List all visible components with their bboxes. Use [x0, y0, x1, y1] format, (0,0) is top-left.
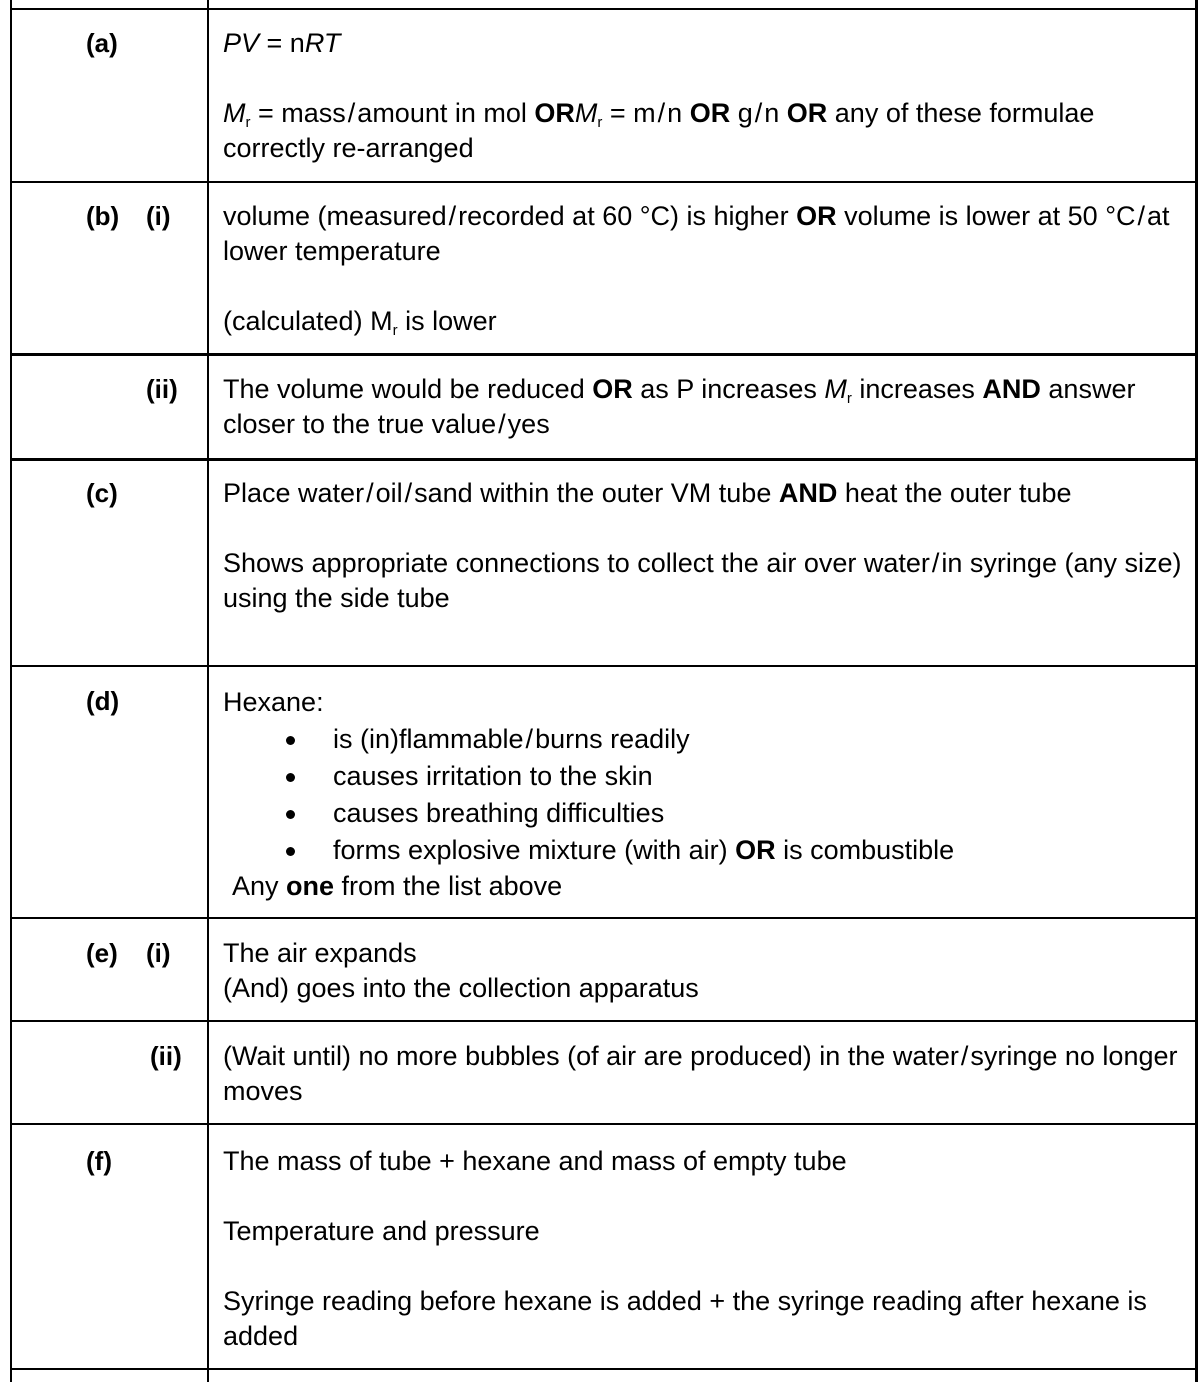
answer-cell — [223, 199, 1183, 339]
part-label: (e) — [86, 938, 118, 968]
subpart-label: (ii) — [146, 374, 178, 404]
answer-cell — [223, 1144, 1183, 1354]
answer-line: (Wait until) no more bubbles (of air are produced) in the water/syringe no longer moves — [223, 1041, 1178, 1106]
subpart-label: (i) — [146, 938, 171, 968]
answer-line: Any one from the list above — [232, 871, 563, 901]
answer-line: Temperature and pressure — [223, 1216, 540, 1246]
row-divider — [11, 665, 1198, 667]
answer-line: (And) goes into the collection apparatus — [223, 973, 699, 1003]
part-label: (b) — [86, 201, 120, 231]
part-label: (f) — [86, 1146, 112, 1176]
list-item: forms explosive mixture (with air) OR is combustible — [223, 832, 1183, 869]
answer-cell — [223, 1039, 1183, 1109]
row-divider — [11, 917, 1198, 919]
column-divider — [207, 0, 209, 1382]
row-divider — [11, 181, 1198, 183]
answer-line: (calculated) $M_r$ is lower — [223, 306, 497, 339]
row-divider — [11, 8, 1198, 10]
row-divider — [11, 1123, 1198, 1125]
answer-line: Place water/oil/sand within the outer VM tube AND heat the outer tube — [223, 478, 1072, 508]
answer-line: Syringe reading before hexane is added + the syringe reading after hexane is added — [223, 1286, 1147, 1351]
answer-cell — [223, 26, 1183, 166]
row-divider — [11, 1368, 1198, 1370]
row-divider — [11, 1020, 1198, 1022]
list-item: causes breathing difficulties — [223, 795, 1183, 832]
part-label: (a) — [86, 28, 118, 58]
answer-line: Hexane: — [223, 687, 324, 717]
subpart-label: (ii) — [150, 1041, 182, 1071]
row-divider — [11, 458, 1198, 461]
answer-line: The mass of tube + hexane and mass of empty tube — [223, 1146, 847, 1176]
answer-cell — [223, 684, 1183, 904]
answer-line: PV = nRT — [223, 28, 341, 58]
answer-line: $M_r$ = mass/amount in mol $ORM_r = m/n$ OR g/n OR any of these formulae correctly re-arranged — [223, 98, 1095, 163]
answer-cell — [223, 476, 1183, 616]
answer-cell — [223, 372, 1183, 442]
subpart-label: (i) — [146, 201, 171, 231]
answer-line: The air expands — [223, 938, 417, 968]
table-left-border — [10, 0, 12, 1382]
part-label: (c) — [86, 478, 118, 508]
list-item: is (in)flammable/burns readily — [223, 721, 1183, 758]
answer-line: The volume would be reduced OR as P increases $M_r$ increases AND answer closer to the true value/yes — [223, 374, 1136, 439]
answer-cell — [223, 936, 1183, 1006]
list-item: causes irritation to the skin — [223, 758, 1183, 795]
answer-line: Shows appropriate connections to collect the air over water/in syringe (any size) using the side tube — [223, 548, 1182, 613]
answer-line: volume (measured/recorded at 60 °C) is higher OR volume is lower at 50 °C/at lower temperature — [223, 201, 1170, 266]
row-divider — [11, 353, 1198, 356]
part-label: (d) — [86, 686, 120, 716]
